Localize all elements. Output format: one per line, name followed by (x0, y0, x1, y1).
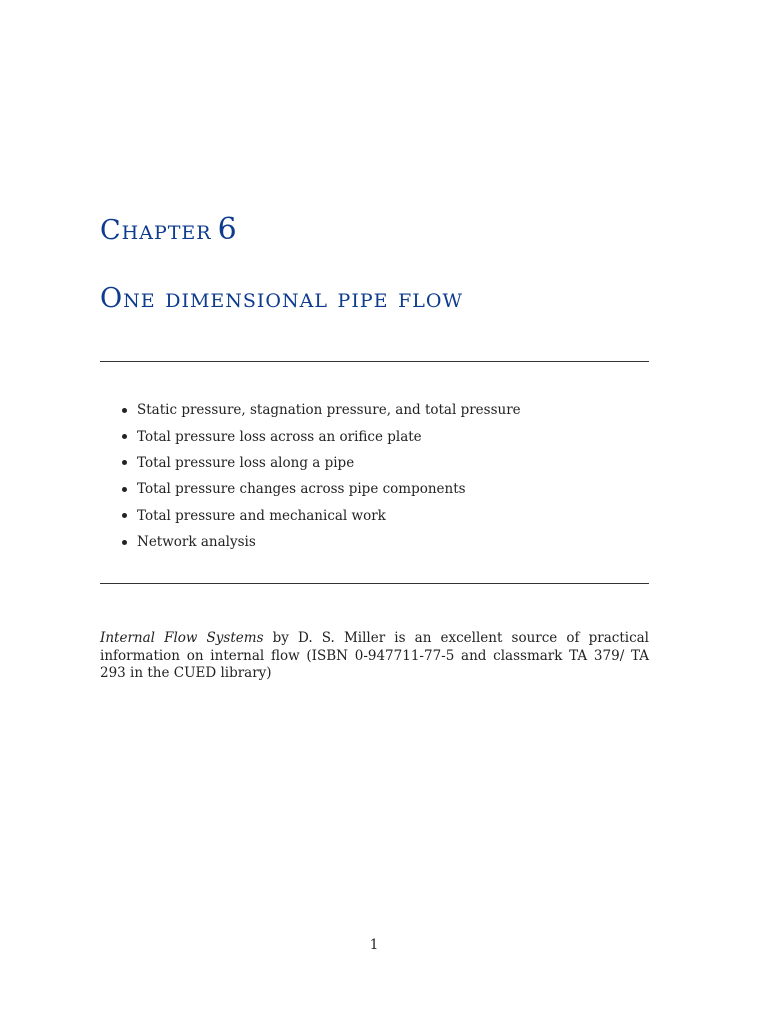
list-item (122, 423, 521, 449)
list-item-text: Total pressure changes across pipe components (137, 481, 466, 498)
list-item-text: Total pressure loss along a pipe (137, 454, 355, 471)
bullet-icon (122, 513, 127, 518)
list-item (122, 450, 521, 476)
list-item (122, 529, 521, 555)
bottom-divider (100, 583, 649, 584)
list-item-text: Total pressure loss across an orifice plate (137, 428, 422, 445)
list-item-text: Total pressure and mechanical work (137, 507, 386, 524)
chapter-title: One dimensional pipe flow (100, 283, 463, 314)
bullet-icon (122, 487, 127, 492)
bullet-icon (122, 460, 127, 465)
chapter-summary-list (122, 397, 521, 555)
list-item (122, 397, 521, 423)
list-item-text: Network analysis (137, 534, 256, 551)
list-item (122, 503, 521, 529)
list-item (122, 476, 521, 502)
chapter-label: Chapter (100, 215, 212, 246)
bullet-icon (122, 434, 127, 439)
page-number: 1 (369, 937, 379, 953)
top-divider (100, 361, 649, 362)
list-item-text: Static pressure, stagnation pressure, and total pressure (137, 402, 521, 419)
reference-book-title: Internal Flow Systems (100, 630, 264, 646)
chapter-number: 6 (217, 212, 238, 247)
reference-paragraph (100, 630, 649, 683)
bullet-icon (122, 540, 127, 545)
chapter-heading (100, 212, 238, 247)
bullet-icon (122, 408, 127, 413)
reference-text: by D. S. Miller is an excellent source of practical information on internal flow (ISBN 0-947711-77-5 and classmark TA 379/ TA 293 in the CUED library) (100, 630, 650, 681)
